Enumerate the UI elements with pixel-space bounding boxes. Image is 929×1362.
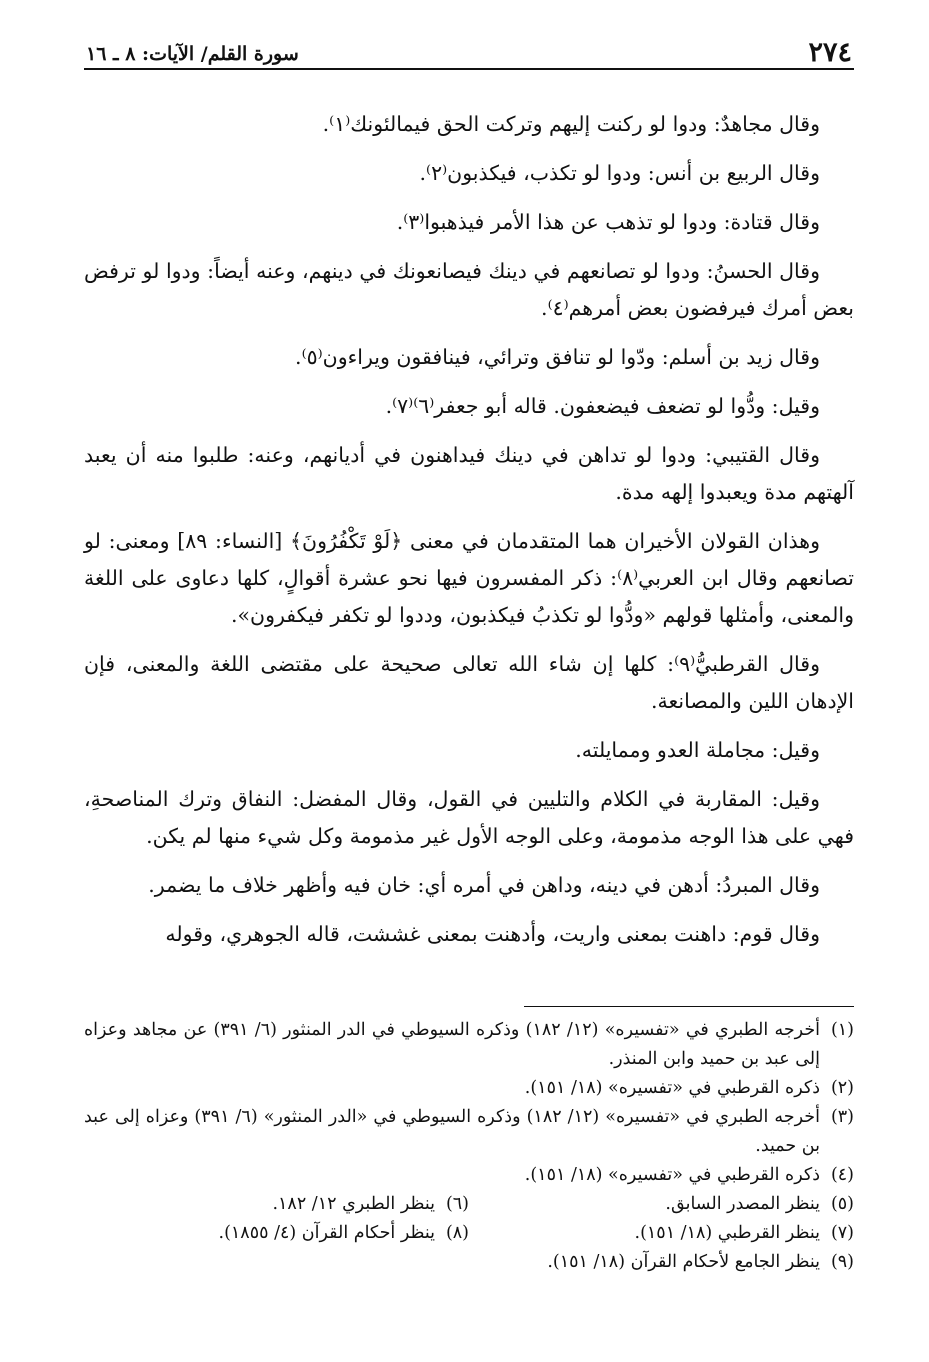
footnote — [469, 1190, 854, 1219]
running-title: سورة القلم/ الآيات: ٨ ـ ١٦ — [86, 43, 299, 65]
footnote-number: (٢) — [830, 1078, 854, 1098]
paragraph: وقال القرطبيُّ⁽٩⁾: كلها إن شاء الله تعالى صحيحة على مقتضى اللغة والمعنى، فإن الإدهان اللين والمصانعة. — [84, 652, 854, 713]
footnote-number: (٩) — [830, 1252, 854, 1272]
paragraph: وقال قتادة: ودوا لو تذهب عن هذا الأمر فيذهبوا⁽٣⁾. — [396, 210, 820, 234]
footnote-number: (٨) — [445, 1223, 469, 1243]
footnote-text: ينظر الطبري ١٢/ ١٨٢. — [272, 1194, 435, 1214]
footnote — [84, 1219, 469, 1248]
footnote — [84, 1161, 854, 1190]
footnote-number: (٧) — [830, 1223, 854, 1243]
paragraph: وقال قوم: داهنت بمعنى واريت، وأدهنت بمعنى غششت، قاله الجوهري، وقوله — [165, 922, 820, 946]
footnote-text: ذكره القرطبي في «تفسيره» (١٨/ ١٥١). — [524, 1165, 820, 1185]
footnote-text: ينظر القرطبي (١٨/ ١٥١). — [634, 1223, 820, 1243]
footnote-pair — [84, 1190, 854, 1219]
footnote — [84, 1103, 854, 1161]
paragraph: وقال القتيبي: ودوا لو تداهن في دينك فيداهنون في أديانهم، وعنه: طلبوا منه أن يعبد آلهتهم مدة ويعبدوا إلهه مدة. — [84, 443, 854, 504]
footnote-text: ينظر المصدر السابق. — [665, 1194, 820, 1214]
header-rule — [84, 68, 854, 70]
footnote-number: (٥) — [830, 1194, 854, 1214]
paragraph: وقال مجاهدٌ: ودوا لو ركنت إليهم وتركت الحق فيمالئونك⁽١⁾. — [322, 112, 820, 136]
page-header — [84, 36, 854, 70]
footnote-text: ينظر أحكام القرآن (٤/ ١٨٥٥). — [218, 1223, 435, 1243]
footnote — [469, 1219, 854, 1248]
footnote — [84, 1074, 854, 1103]
paragraph: وقال زيد بن أسلم: ودّوا لو تنافق وترائي، فينافقون ويراءون⁽٥⁾. — [295, 345, 820, 369]
footnotes — [84, 1016, 854, 1277]
footnote-text: أخرجه الطبري في «تفسيره» (١٢/ ١٨٢) وذكره السيوطي في «الدر المنثور» (٦/ ٣٩١) وعزاه إلى عبد بن حميد. — [84, 1107, 820, 1156]
paragraph: وقال الحسنُ: ودوا لو تصانعهم في دينك فيصانعونك في دينهم، وعنه أيضاً: ودوا لو ترفض بعض أمرك فيرفضون بعض أمرهم⁽٤⁾. — [84, 259, 854, 320]
paragraph: وقال المبردُ: أدهن في دينه، وداهن في أمره أي: خان فيه وأظهر خلاف ما يضمر. — [148, 873, 820, 897]
footnote-number: (١) — [830, 1020, 854, 1040]
footnote-text: ينظر الجامع لأحكام القرآن (١٨/ ١٥١). — [547, 1252, 820, 1272]
footnote-separator — [524, 1006, 854, 1007]
paragraph: وقيل: المقاربة في الكلام والتليين في القول، وقال المفضل: النفاق وترك المناصحةِ، فهي على هذا الوجه مذمومة، وعلى الوجه الأول غير مذمومة وكل شيء منها لم يكن. — [84, 787, 854, 848]
footnote-text: ذكره القرطبي في «تفسيره» (١٨/ ١٥١). — [524, 1078, 820, 1098]
footnote-number: (٤) — [830, 1165, 854, 1185]
paragraph: وقيل: مجاملة العدو وممايلته. — [575, 738, 820, 762]
footnote-number: (٣) — [830, 1107, 854, 1127]
main-text — [84, 106, 854, 965]
footnote-number: (٦) — [445, 1194, 469, 1214]
paragraph: وهذان القولان الأخيران هما المتقدمان في معنى ﴿لَوْ تَكْفُرُونَ﴾ [النساء: ٨٩] ومعنى: لو تصانعهم وقال ابن العربي⁽٨⁾: ذكر المفسرون فيها نحو عشرة أقوالٍ، كلها دعاوى على اللغة والمعنى، وأمثلها قولهم «ودُّوا لو تكذبُ فيكذبون، وددوا لو تكفر فيكفرون». — [84, 529, 854, 627]
footnote-pair — [84, 1219, 854, 1248]
page-number: ٢٧٤ — [808, 37, 852, 68]
paragraph: وقيل: ودُّوا لو تضعف فيضعفون. قاله أبو جعفر⁽٦⁾⁽٧⁾. — [385, 394, 820, 418]
paragraph: وقال الربيع بن أنس: ودوا لو تكذب، فيكذبون⁽٢⁾. — [419, 161, 820, 185]
footnote — [84, 1248, 854, 1277]
footnote — [84, 1190, 469, 1219]
footnote-text: أخرجه الطبري في «تفسيره» (١٢/ ١٨٢) وذكره السيوطي في الدر المنثور (٦/ ٣٩١) عن مجاهد وعزاه إلى عبد بن حميد وابن المنذر. — [84, 1020, 820, 1069]
footnote — [84, 1016, 854, 1074]
